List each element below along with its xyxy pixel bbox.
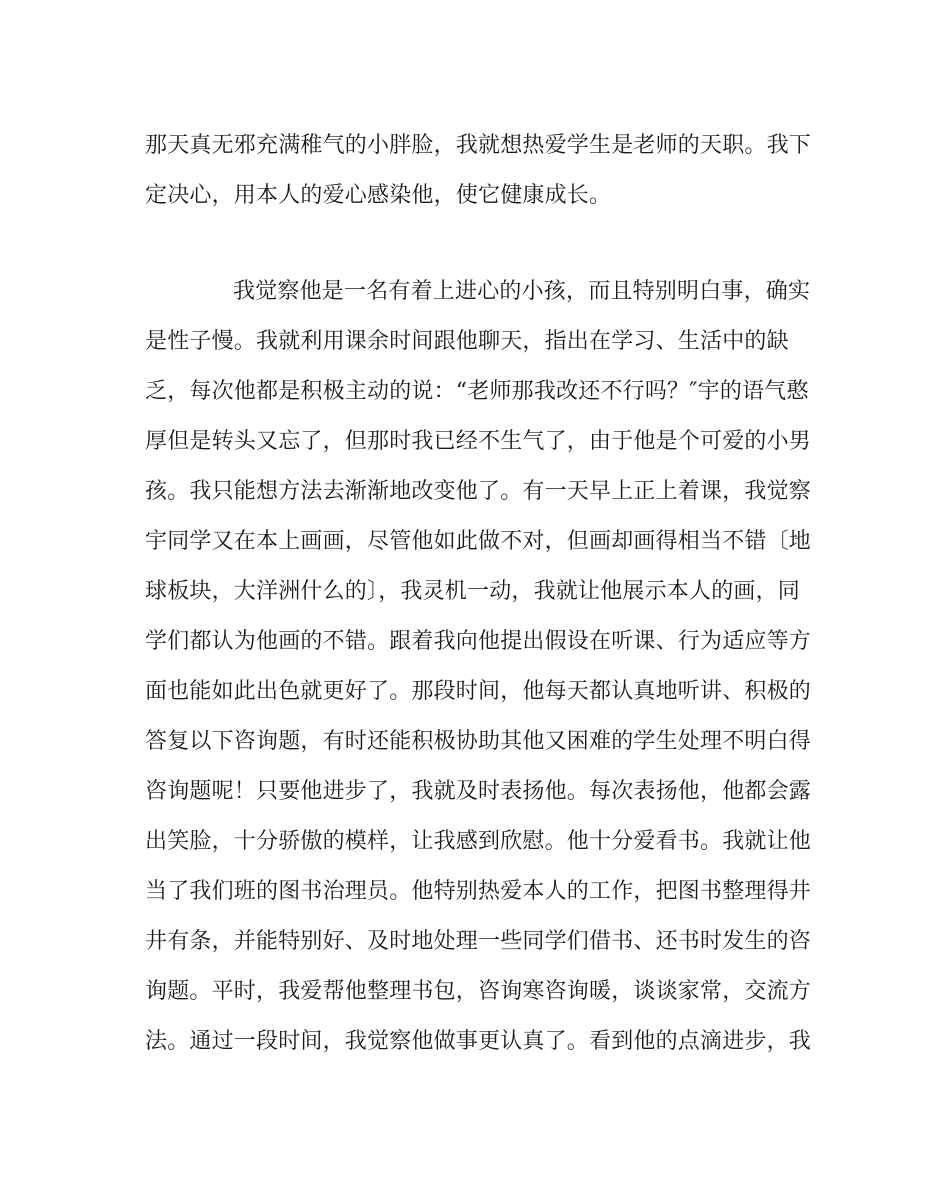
paragraph-line: 出笑脸，十分骄傲的模样，让我感到欣慰。他十分爱看书。我就让他 bbox=[145, 829, 812, 854]
paragraph-line: 法。通过一段时间，我觉察他做事更认真了。看到他的点滴进步，我 bbox=[145, 1029, 812, 1054]
paragraph-line: 乏，每次他都是积极主动的说：“老师那我改还不行吗？″宇的语气憨 bbox=[145, 379, 809, 404]
paragraph-line: 那天真无邪充满稚气的小胖脸，我就想热爱学生是老师的天职。我下 bbox=[145, 133, 812, 158]
paragraph-line: 定决心，用本人的爱心感染他，使它健康成长。 bbox=[145, 183, 612, 208]
paragraph-line: 面也能如此出色就更好了。那段时间，他每天都认真地听讲、积极的 bbox=[145, 679, 812, 704]
paragraph-line: 学们都认为他画的不错。跟着我向他提出假设在听课、行为适应等方 bbox=[145, 629, 812, 654]
paragraph-line: 孩。我只能想方法去渐渐地改变他了。有一天早上正上着课，我觉察 bbox=[145, 479, 812, 504]
paragraph-line: 答复以下咨询题，有时还能积极协助其他又困难的学生处理不明白得 bbox=[145, 729, 812, 754]
paragraph-line: 是性子慢。我就利用课余时间跟他聊天，指出在学习、生活中的缺 bbox=[145, 329, 789, 354]
paragraph-line: 球板块，大洋洲什么的〕，我灵机一动，我就让他展示本人的画，同 bbox=[145, 579, 801, 604]
paragraph-line: 当了我们班的图书治理员。他特别热爱本人的工作，把图书整理得井 bbox=[145, 879, 812, 904]
paragraph-line: 询题。平时，我爱帮他整理书包，咨询寒咨询暖，谈谈家常，交流方 bbox=[145, 979, 812, 1004]
paragraph-line: 井有条，并能特别好、及时地处理一些同学们借书、还书时发生的咨 bbox=[145, 929, 812, 954]
paragraph-line: 我觉察他是一名有着上进心的小孩，而且特别明白事，确实 bbox=[233, 279, 811, 304]
paragraph-line: 宇同学又在本上画画，尽管他如此做不对，但画却画得相当不错〔地 bbox=[145, 529, 812, 554]
paragraph-line: 厚但是转头又忘了，但那时我已经不生气了，由于他是个可爱的小男 bbox=[145, 429, 812, 454]
paragraph-line: 咨询题呢！只要他进步了，我就及时表扬他。每次表扬他，他都会露 bbox=[145, 779, 812, 804]
